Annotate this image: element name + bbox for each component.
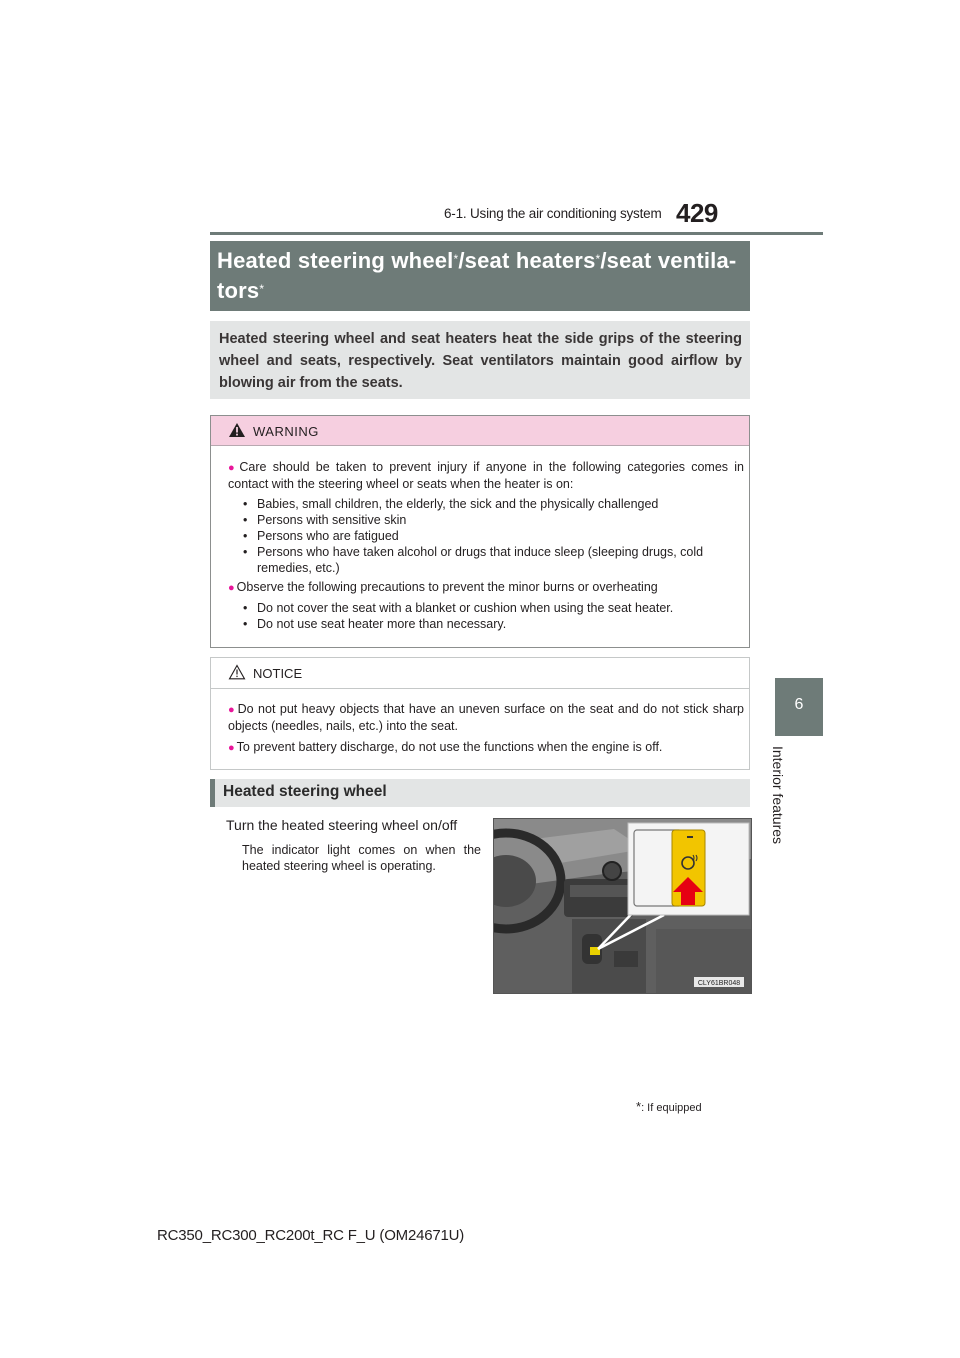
chapter-number: 6: [794, 696, 804, 713]
warning-label: WARNING: [253, 424, 319, 439]
bullet-icon: ●: [228, 582, 235, 594]
warning-subitem: • Persons with sensitive skin: [243, 513, 407, 527]
notice-label: NOTICE: [253, 666, 303, 681]
chapter-label: Interior features: [770, 745, 786, 845]
warning-item: ● Care should be taken to prevent injury if anyone in the following categories comes in contact with the steering wheel or seats when the heater is on:: [228, 460, 744, 491]
caution-icon: [228, 664, 246, 680]
chapter-tab: [775, 678, 823, 736]
page-title-box: [210, 241, 750, 311]
warning-icon: [228, 422, 246, 438]
step-note: The indicator light comes on when the heated steering wheel is operating.: [242, 843, 481, 873]
warning-subitem: • Do not use seat heater more than necessary.: [243, 617, 507, 631]
asterisk-icon: *: [636, 1099, 642, 1114]
intro-text: Heated steering wheel and seat heaters heat the side grips of the steering wheel and seats, respectively. Seat ventilators maintain good airflow by blowing air from the seats.: [219, 331, 742, 391]
step-text: Turn the heated steering wheel on/off: [226, 817, 458, 833]
section-heading: Heated steering wheel: [223, 783, 387, 800]
section-title: 6-1. Using the air conditioning system: [444, 206, 662, 221]
warning-subitem: • Persons who have taken alcohol or drugs that induce sleep (sleeping drugs, cold remedies, etc.): [243, 545, 704, 575]
section-heading-box: [210, 779, 750, 807]
page-title: Heated steering wheel*/seat heaters*/seat ventila- tors*: [217, 248, 737, 303]
notice-item: ● Do not put heavy objects that have an uneven surface on the seat and do not stick sharp objects (needles, nails, etc.) into the seat.: [228, 702, 744, 733]
document-footer: RC350_RC300_RC200t_RC F_U (OM24671U): [157, 1227, 465, 1244]
warning-box: [210, 415, 750, 648]
notice-item: ● To prevent battery discharge, do not use the functions when the engine is off.: [228, 740, 663, 754]
dashboard-photo: [494, 819, 751, 993]
section-heading-bar: [210, 779, 215, 807]
warning-item: ● Observe the following precautions to prevent the minor burns or overheating: [228, 580, 658, 594]
notice-box: [210, 657, 750, 770]
footnote: *: If equipped: [636, 1099, 702, 1114]
header-divider: [210, 232, 823, 235]
page-number: 429: [676, 198, 718, 228]
warning-subitem: • Do not cover the seat with a blanket or cushion when using the seat heater.: [243, 601, 674, 615]
image-code: CLY61BR048: [697, 980, 741, 987]
bullet-icon: ●: [228, 462, 238, 474]
intro-box: [210, 321, 750, 399]
bullet-icon: ●: [228, 704, 236, 716]
dashboard-illustration: [493, 818, 752, 994]
notice-header: [211, 658, 749, 689]
warning-header: [211, 416, 749, 446]
chapter-label-container: [768, 745, 788, 845]
warning-subitem: • Babies, small children, the elderly, the sick and the physically challenged: [243, 497, 659, 511]
warning-subitem: • Persons who are fatigued: [243, 529, 399, 543]
bullet-icon: ●: [228, 742, 235, 754]
